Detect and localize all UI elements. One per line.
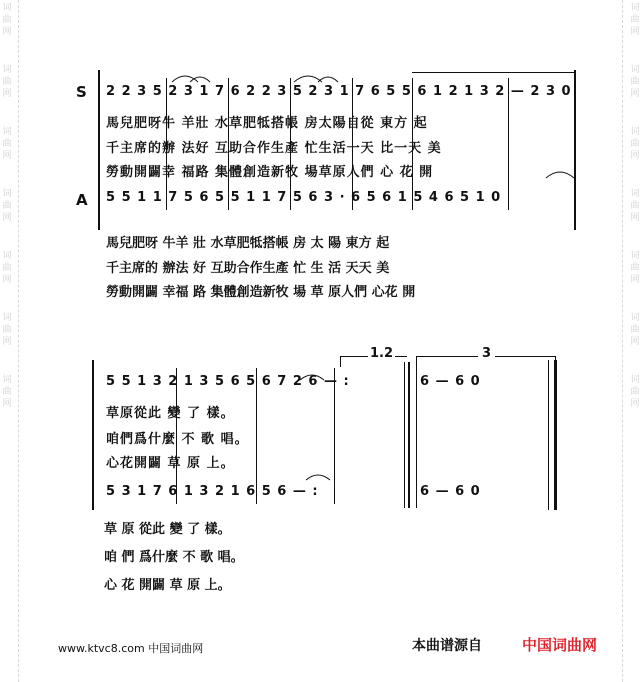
final-barline <box>554 360 557 510</box>
repeat-barline-thin <box>404 362 405 508</box>
watermark-char: 曲 <box>2 201 12 211</box>
watermark-char: 曲 <box>630 15 640 25</box>
watermark-char: 曲 <box>630 201 640 211</box>
watermark-char: 网 <box>630 213 640 223</box>
watermark-char: 曲 <box>630 325 640 335</box>
lyrics-verse-1: 馬兒肥呀牛 羊壯 水草肥牴搭帳 房太陽自從 東方 起 <box>106 116 428 131</box>
watermark-char: 曲 <box>2 15 12 25</box>
watermark-char: 词 <box>630 251 640 261</box>
watermark-char: 曲 <box>2 325 12 335</box>
lyrics-s2-verse-1: 草原從此 變 了 樣。 <box>106 406 235 421</box>
lyrics-s2-alto-verse-3: 心 花 開闢 草 原 上。 <box>104 578 231 593</box>
watermark-right <box>628 0 642 682</box>
watermark-char: 网 <box>2 275 12 285</box>
watermark-char: 词 <box>2 65 12 75</box>
watermark-char: 网 <box>630 337 640 347</box>
lyrics-verse-2: 千主席的辦 法好 互助合作生產 忙生活一天 比一天 美 <box>106 141 442 156</box>
slur <box>294 76 322 82</box>
lyrics-s2-verse-3: 心花開闢 草 原 上。 <box>106 456 235 471</box>
slur <box>546 172 574 178</box>
watermark-char: 曲 <box>630 263 640 273</box>
watermark-char: 网 <box>2 213 12 223</box>
volta-1-2-label: 1.2 <box>370 346 394 361</box>
watermark-char: 曲 <box>630 77 640 87</box>
watermark-char: 词 <box>2 313 12 323</box>
system-bracket <box>92 360 94 510</box>
watermark-char: 词 <box>630 127 640 137</box>
footer-site-link[interactable]: www.ktvc8.com 中国词曲网 <box>58 642 204 655</box>
volta-3-label: 3 <box>478 346 495 361</box>
lyrics-alto-verse-1: 馬兒肥呀 牛羊 壯 水草肥牴搭帳 房 太 陽 東方 起 <box>106 236 390 251</box>
watermark-char: 网 <box>2 27 12 37</box>
alto-notes-1: 5 5 1 1 7 5 6 5 5 1 1 7 5 6 3 · 6 5 6 1 5 4 6 5 1 0 <box>106 190 502 205</box>
watermark-char: 词 <box>2 251 12 261</box>
watermark-char: 网 <box>630 275 640 285</box>
watermark-char: 网 <box>630 27 640 37</box>
watermark-char: 网 <box>2 337 12 347</box>
watermark-char: 曲 <box>630 139 640 149</box>
watermark-char: 词 <box>630 65 640 75</box>
lyrics-s2-alto-verse-2: 咱 們 爲什麼 不 歌 唱。 <box>104 550 244 565</box>
watermark-char: 词 <box>630 313 640 323</box>
soprano-ending: 6 — 6 0 <box>420 374 481 389</box>
slur <box>306 475 330 480</box>
watermark-char: 词 <box>630 375 640 385</box>
barline <box>416 362 417 508</box>
watermark-char: 词 <box>630 189 640 199</box>
lyrics-alto-verse-2: 千主席的 辦法 好 互助合作生產 忙 生 活 天天 美 <box>106 261 390 276</box>
lyrics-s2-verse-2: 咱們爲什麼 不 歌 唱。 <box>106 432 249 447</box>
lyrics-s2-alto-verse-1: 草 原 從此 變 了 樣。 <box>104 522 231 537</box>
watermark-char: 网 <box>630 89 640 99</box>
watermark-char: 网 <box>2 151 12 161</box>
watermark-char: 曲 <box>2 263 12 273</box>
watermark-char: 词 <box>2 375 12 385</box>
watermark-char: 网 <box>630 399 640 409</box>
watermark-left <box>0 0 14 682</box>
alto-notes-2: 5 3 1 7 6 1 3 2 1 6 5 6 — : <box>106 484 319 499</box>
soprano-notes-1: 2 2 3 5 2 3 1 7 6 2 2 3 5 2 3 1 7 6 5 5 6 1 2 1 3 2 — 2 3 0 <box>106 84 572 99</box>
repeat-barline <box>408 362 410 508</box>
watermark-char: 词 <box>2 189 12 199</box>
lyrics-verse-3: 勞動開闢幸 福路 集體創造新牧 場草原人們 心 花 開 <box>106 165 434 180</box>
watermark-char: 曲 <box>2 77 12 87</box>
watermark-char: 曲 <box>630 387 640 397</box>
footer-brand[interactable]: 中国词曲网 <box>522 636 598 654</box>
watermark-char: 词 <box>630 3 640 13</box>
watermark-char: 网 <box>2 89 12 99</box>
watermark-char: 网 <box>630 151 640 161</box>
soprano-notes-2: 5 5 1 3 2 1 3 5 6 5 6 7 2 6 — : <box>106 374 350 389</box>
watermark-char: 词 <box>2 3 12 13</box>
watermark-char: 网 <box>2 399 12 409</box>
alto-label: A <box>76 191 88 209</box>
final-barline-thin <box>548 360 549 510</box>
watermark-divider-right <box>622 0 624 682</box>
watermark-divider-left <box>18 0 20 682</box>
watermark-char: 曲 <box>2 139 12 149</box>
soprano-label: S <box>76 83 87 101</box>
watermark-char: 词 <box>2 127 12 137</box>
alto-ending: 6 — 6 0 <box>420 484 481 499</box>
watermark-char: 曲 <box>2 387 12 397</box>
footer-source-label: 本曲谱源自 <box>412 638 482 654</box>
lyrics-alto-verse-3: 勞動開闢 幸福 路 集體創造新牧 場 草 原人們 心花 開 <box>106 285 416 300</box>
